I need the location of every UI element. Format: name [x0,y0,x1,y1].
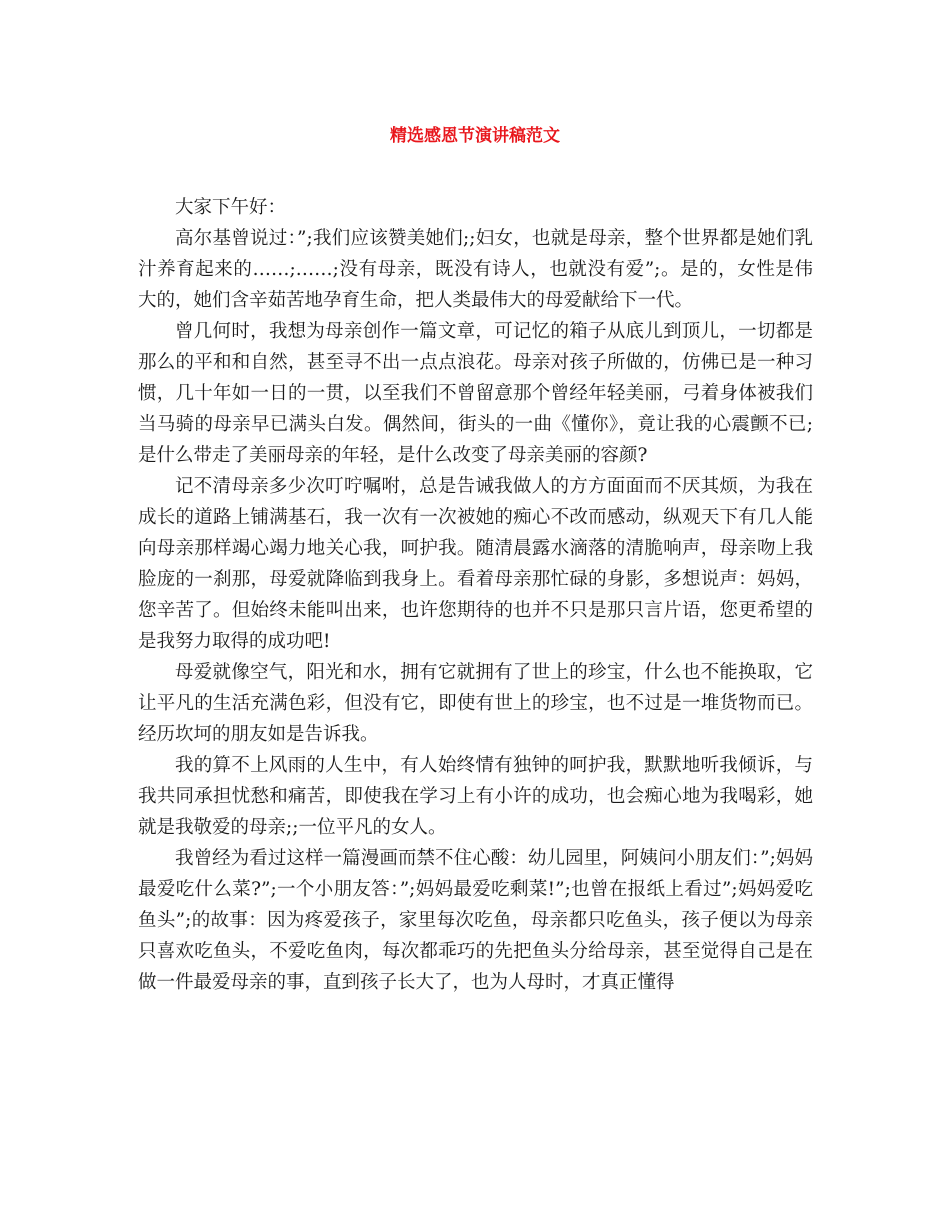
paragraph: 高尔基曾说过：”;我们应该赞美她们;;妇女，也就是母亲，整个世界都是她们乳汁养育起来的……;……;没有母亲，既没有诗人，也就没有爱”;。是的，女性是伟大的，她们含辛茹苦地孕育生命，把人类最伟大的母爱献给下一代。 [138,228,813,311]
document-body [138,192,813,998]
paragraph: 记不清母亲多少次叮咛嘱咐，总是告诫我做人的方方面面而不厌其烦，为我在成长的道路上铺满基石，我一次有一次被她的痴心不改而感动，纵观天下有几人能向母亲那样竭心竭力地关心我，呵护我。随清晨露水滴落的清脆响声，母亲吻上我脸庞的一刹那，母爱就降临到我身上。看着母亲那忙碌的身影，多想说声：妈妈，您辛苦了。但始终未能叫出来，也许您期待的也并不只是那只言片语，您更希望的是我努力取得的成功吧! [138,476,813,652]
paragraph-greeting: 大家下午好： [175,197,287,218]
paragraph: 母爱就像空气，阳光和水，拥有它就拥有了世上的珍宝，什么也不能换取，它让平凡的生活充满色彩，但没有它，即使有世上的珍宝，也不过是一堆货物而已。经历坎坷的朋友如是告诉我。 [138,662,813,745]
paragraph: 曾几何时，我想为母亲创作一篇文章，可记忆的箱子从底儿到顶儿，一切都是那么的平和和自然，甚至寻不出一点点浪花。母亲对孩子所做的，仿佛已是一种习惯，几十年如一日的一贯，以至我们不曾留意那个曾经年轻美丽，弓着身体被我们当马骑的母亲早已满头白发。偶然间，街头的一曲《懂你》，竟让我的心震颤不已;是什么带走了美丽母亲的年轻，是什么改变了母亲美丽的容颜? [138,321,813,466]
paragraph: 我曾经为看过这样一篇漫画而禁不住心酸：幼儿园里，阿姨问小朋友们：”;妈妈最爱吃什么菜?”;一个小朋友答：”;妈妈最爱吃剩菜!”;也曾在报纸上看过”;妈妈爱吃鱼头”;的故事：因为疼爱孩子，家里每次吃鱼，母亲都只吃鱼头，孩子便以为母亲只喜欢吃鱼头，不爱吃鱼肉，每次都乖巧的先把鱼头分给母亲，甚至觉得自己是在做一件最爱母亲的事，直到孩子长大了，也为人母时，才真正懂得 [138,848,813,993]
paragraph: 我的算不上风雨的人生中，有人始终情有独钟的呵护我，默默地听我倾诉，与我共同承担忧愁和痛苦，即使我在学习上有小许的成功，也会痴心地为我喝彩，她就是我敬爱的母亲;;一位平凡的女人。 [138,755,813,838]
document-title: 精选感恩节演讲稿范文 [390,126,560,146]
